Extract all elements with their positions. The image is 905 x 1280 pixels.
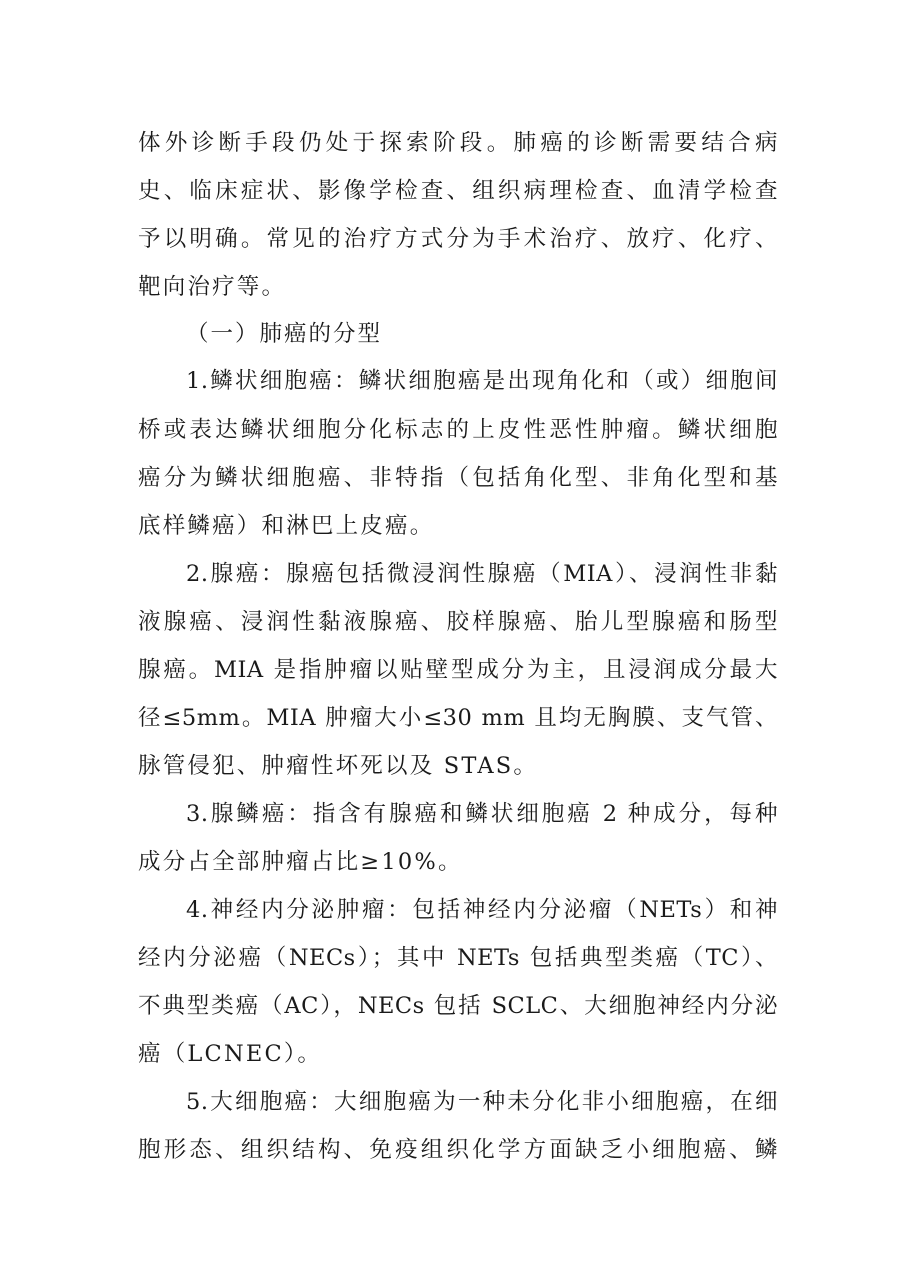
squamous-line-1: 1.鳞状细胞癌：鳞状细胞癌是出现角化和（或）细胞间 xyxy=(186,368,778,394)
body-line-2: 史、临床症状、影像学检查、组织病理检查、血清学检查 xyxy=(138,178,778,204)
squamous-line-3: 癌分为鳞状细胞癌、非特指（包括角化型、非角化型和基 xyxy=(138,465,778,491)
adeno-line-3: 腺癌。MIA 是指肿瘤以贴壁型成分为主，且浸润成分最大 xyxy=(138,657,778,683)
body-line-3: 予以明确。常见的治疗方式分为手术治疗、放疗、化疗、 xyxy=(138,226,778,252)
large-cell-line-2: 胞形态、组织结构、免疫组织化学方面缺乏小细胞癌、鳞 xyxy=(138,1137,778,1163)
neuroendocrine-line-4: 癌（LCNEC）。 xyxy=(138,1041,323,1067)
neuroendocrine-line-3: 不典型类癌（AC），NECs 包括 SCLC、大细胞神经内分泌 xyxy=(138,993,778,1019)
body-line-1: 体外诊断手段仍处于探索阶段。肺癌的诊断需要结合病 xyxy=(138,130,778,156)
adenosquamous-line-1: 3.腺鳞癌：指含有腺癌和鳞状细胞癌 2 种成分，每种 xyxy=(186,801,778,827)
squamous-line-2: 桥或表达鳞状细胞分化标志的上皮性恶性肿瘤。鳞状细胞 xyxy=(138,417,778,443)
adeno-line-2: 液腺癌、浸润性黏液腺癌、胶样腺癌、胎儿型腺癌和肠型 xyxy=(138,609,778,635)
large-cell-line-1: 5.大细胞癌：大细胞癌为一种未分化非小细胞癌，在细 xyxy=(186,1089,778,1115)
adeno-line-5: 脉管侵犯、肿瘤性坏死以及 STAS。 xyxy=(138,753,539,779)
neuroendocrine-line-1: 4.神经内分泌肿瘤：包括神经内分泌瘤（NETs）和神 xyxy=(186,897,778,923)
adeno-line-4: 径≤5mm。MIA 肿瘤大小≤30 mm 且均无胸膜、支气管、 xyxy=(138,705,778,731)
adeno-line-1: 2.腺癌：腺癌包括微浸润性腺癌（MIA）、浸润性非黏 xyxy=(186,561,778,587)
neuroendocrine-line-2: 经内分泌癌（NECs）；其中 NETs 包括典型类癌（TC）、 xyxy=(138,945,778,971)
squamous-line-4: 底样鳞癌）和淋巴上皮癌。 xyxy=(138,513,435,539)
body-line-4: 靶向治疗等。 xyxy=(138,274,287,300)
section-heading: （一）肺癌的分型 xyxy=(186,321,383,347)
adenosquamous-line-2: 成分占全部肿瘤占比≥10%。 xyxy=(138,849,463,875)
